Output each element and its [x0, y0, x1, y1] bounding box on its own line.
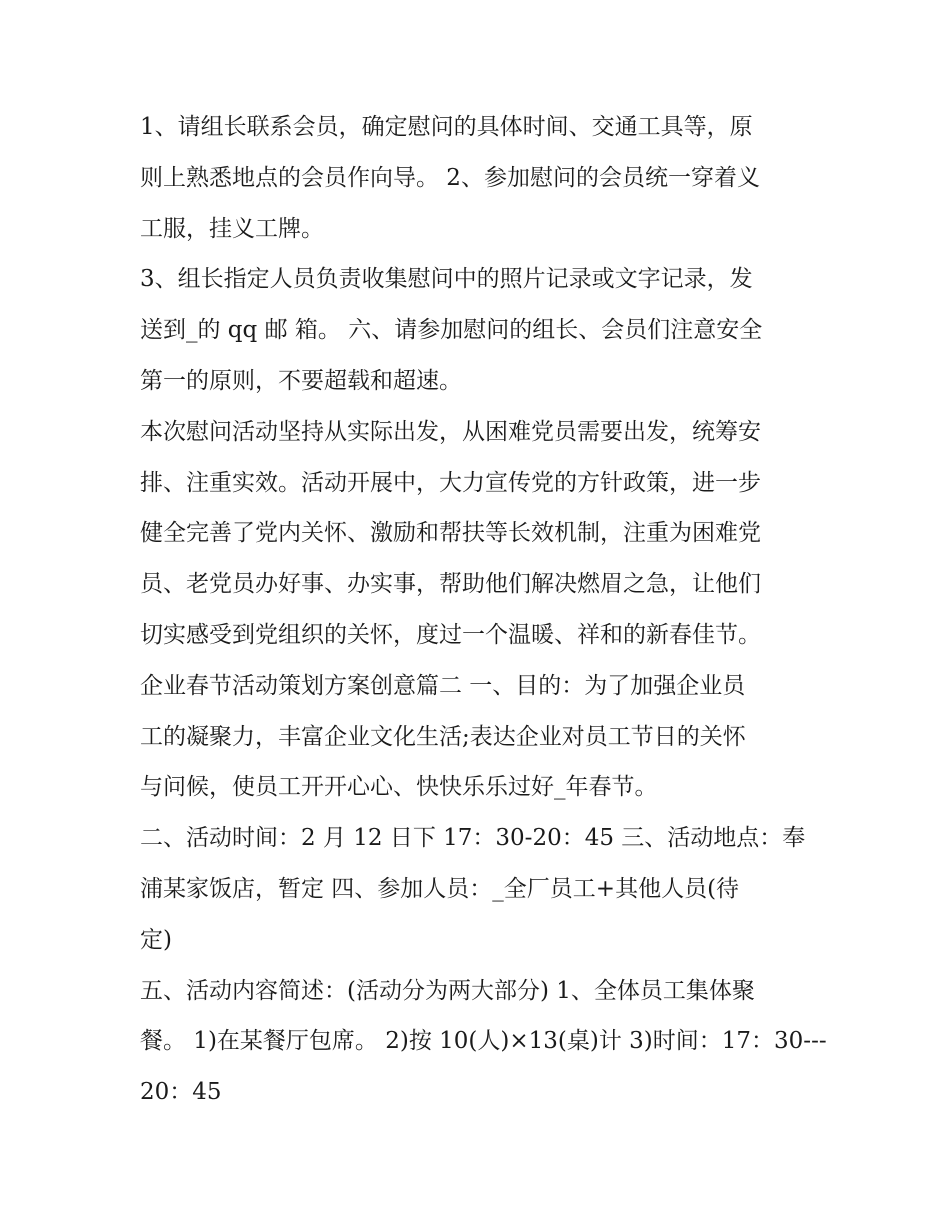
text-line: 定) — [140, 926, 172, 953]
text-line: 排、注重实效。活动开展中，大力宣传党的方针政策，进一步 — [140, 469, 761, 496]
text-line: 20：45 — [140, 1079, 222, 1106]
text-line: 工服，挂义工牌。 — [140, 215, 324, 242]
text-line: 切实感受到党组织的关怀，度过一个温暖、祥和的新春佳节。 — [140, 621, 761, 648]
text-line: 企业春节活动策划方案创意篇二 一、目的：为了加强企业员 — [140, 672, 746, 699]
text-line: 员、老党员办好事、办实事，帮助他们解决燃眉之急，让他们 — [140, 571, 761, 598]
text-line: 餐。 1)在某餐厅包席。 2)按 10(人)×13(桌)计 3)时间：17：30--- — [140, 1028, 827, 1055]
text-line: 本次慰问活动坚持从实际出发，从困难党员需要出发，统筹安 — [140, 418, 761, 445]
text-line: 第一的原则，不要超载和超速。 — [140, 367, 462, 394]
text-line: 1、请组长联系会员，确定慰问的具体时间、交通工具等，原 — [140, 114, 753, 140]
text-line: 送到_的 qq 邮 箱。 六、请参加慰问的组长、会员们注意安全 — [140, 317, 763, 344]
text-line: 健全完善了党内关怀、激励和帮扶等长效机制，注重为困难党 — [140, 520, 761, 547]
text-line: 3、组长指定人员负责收集慰问中的照片记录或文字记录，发 — [140, 266, 753, 293]
document-body — [140, 102, 827, 1118]
text-line: 五、活动内容简述：(活动分为两大部分) 1、全体员工集体聚 — [140, 977, 755, 1004]
text-line: 二、活动时间：2 月 12 日下 17：30-20：45 三、活动地点：奉 — [140, 825, 806, 852]
text-line: 浦某家饭店，暂定 四、参加人员：_全厂员工+其他人员(待 — [140, 875, 740, 902]
text-line: 工的凝聚力，丰富企业文化生活;表达企业对员工节日的关怀 — [140, 723, 746, 750]
text-line: 则上熟悉地点的会员作向导。 2、参加慰问的会员统一穿着义 — [140, 164, 760, 191]
text-line: 与问候，使员工开开心心、快快乐乐过好_年春节。 — [140, 774, 658, 801]
